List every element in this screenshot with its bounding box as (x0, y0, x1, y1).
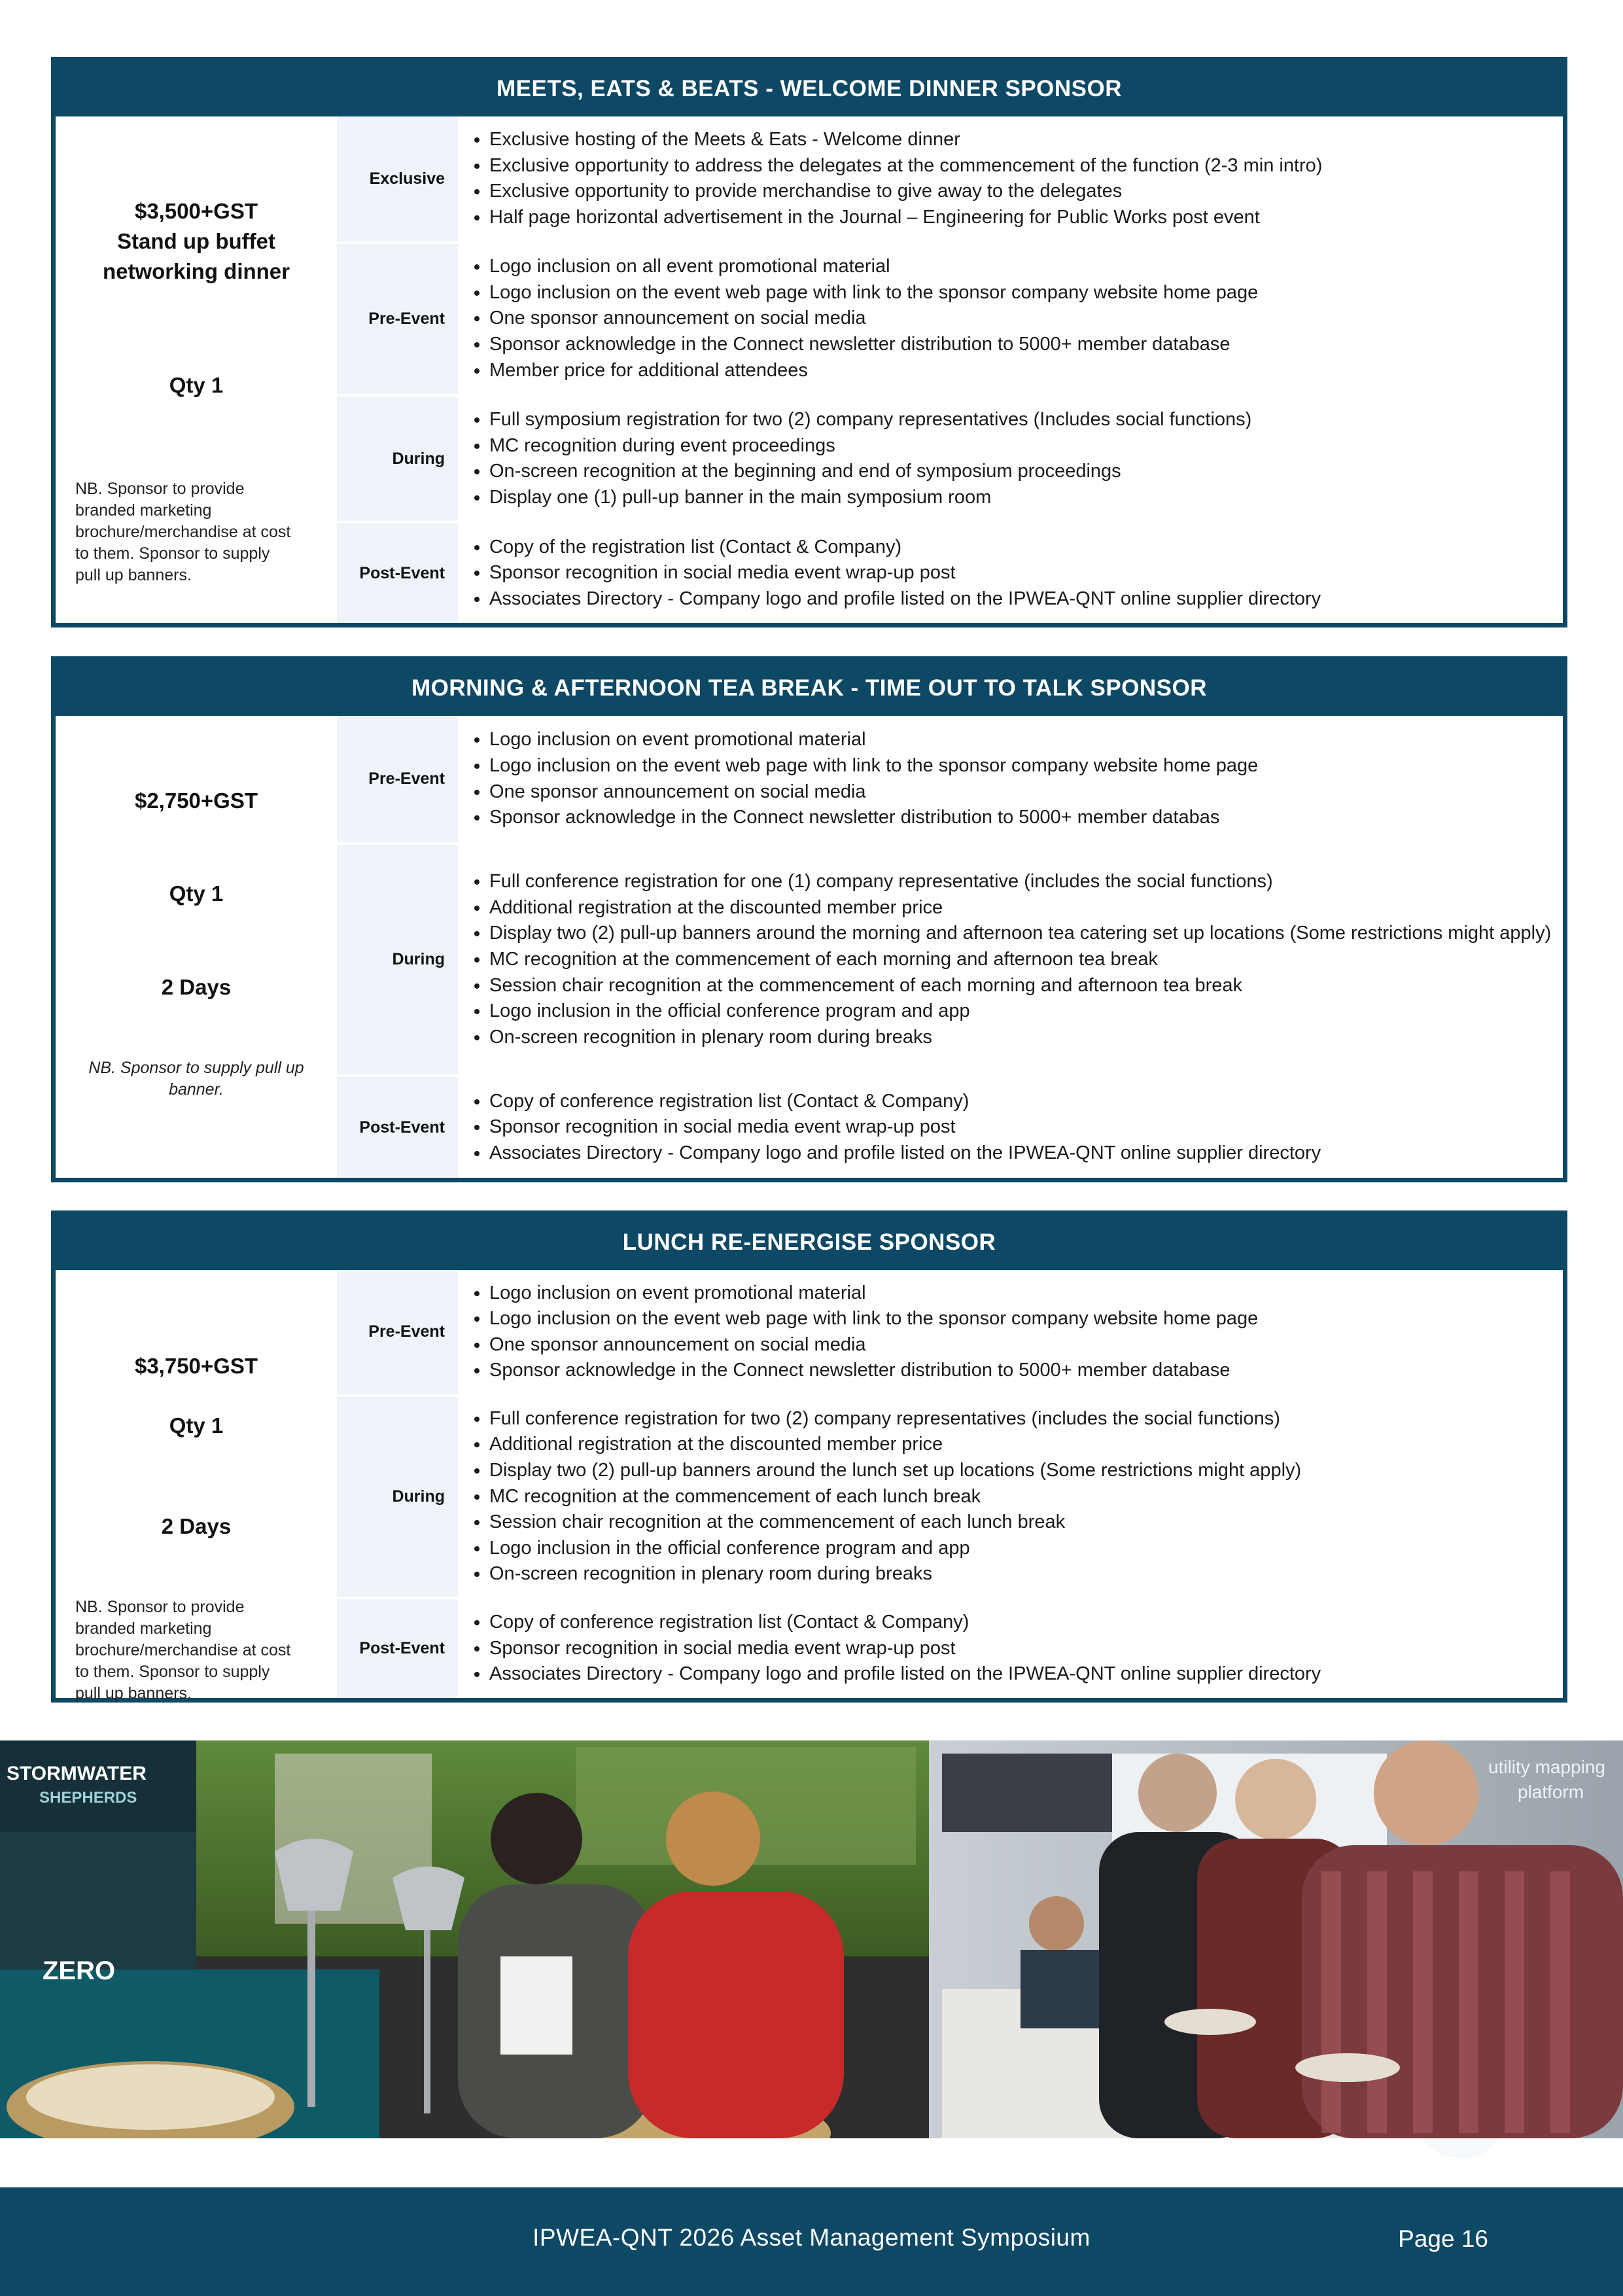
benefit-list (472, 1089, 1563, 1167)
benefit-item: • Full symposium registration for two (2) company representatives (Includes social functions) (489, 407, 1563, 433)
sponsor-note: NB. Sponsor to supply pull up banner. (88, 1059, 304, 1099)
benefit-row (337, 244, 1563, 397)
tea-break-sponsor-box (51, 656, 1567, 1182)
benefit-list-wrapper (458, 1599, 1563, 1698)
banner-text: ZERO (43, 1956, 116, 1985)
benefit-item: • Additional registration at the discounted member price (489, 895, 1563, 921)
benefit-row (337, 1270, 1563, 1397)
benefit-item: • One sponsor announcement on social media (489, 306, 1563, 332)
benefit-item: • Display one (1) pull-up banner in the main symposium room (489, 485, 1563, 511)
benefit-item: • MC recognition at the commencement of each lunch break (489, 1484, 1563, 1510)
benefit-rows (337, 116, 1563, 623)
benefit-item: • Logo inclusion on the event web page with link to the sponsor company website home page (489, 753, 1563, 779)
benefit-list (472, 869, 1563, 1050)
benefit-item: • Associates Directory - Company logo and profile listed on the IPWEA-QNT online supplier directory (489, 1661, 1563, 1687)
benefit-category-label: Post-Event (337, 523, 458, 623)
benefit-category-label: During (337, 1397, 458, 1597)
benefit-item: • Logo inclusion on all event promotional material (489, 254, 1563, 280)
benefit-row (337, 1397, 1563, 1600)
welcome-dinner-sponsor-box (51, 57, 1567, 627)
booth-screen-text: platform (1518, 1782, 1584, 1802)
duration: 2 Days (161, 975, 232, 999)
benefit-item: • Logo inclusion on the event web page with link to the sponsor company website home page (489, 1306, 1563, 1332)
benefit-item: • Associates Directory - Company logo and profile listed on the IPWEA-QNT online supplier directory (489, 1140, 1563, 1167)
benefit-item: • Logo inclusion in the official conference program and app (489, 1536, 1563, 1562)
benefit-list (472, 727, 1563, 830)
benefit-item: • Sponsor acknowledge in the Connect newsletter distribution to 5000+ member database (489, 332, 1563, 358)
benefit-item: • Logo inclusion in the official conference program and app (489, 998, 1563, 1025)
benefit-item: • Exclusive hosting of the Meets & Eats - Welcome dinner (489, 127, 1563, 153)
benefit-item: • One sponsor announcement on social media (489, 1332, 1563, 1358)
event-photo (0, 1740, 1623, 2138)
benefit-list-wrapper (458, 1077, 1563, 1178)
benefit-item: • Copy of the registration list (Contact & Company) (489, 535, 1563, 561)
benefit-item: • Sponsor recognition in social media event wrap-up post (489, 1636, 1563, 1662)
banner-text: STORMWATER (7, 1763, 147, 1784)
box-header: MEETS, EATS & BEATS - WELCOME DINNER SPONSOR (56, 62, 1563, 116)
box-header: MORNING & AFTERNOON TEA BREAK - TIME OUT TO TALK SPONSOR (56, 661, 1563, 716)
booth-screen-text: utility mapping (1488, 1757, 1605, 1777)
lunch-sponsor-box (51, 1210, 1567, 1703)
benefit-item: • Logo inclusion on event promotional material (489, 1280, 1563, 1307)
package-subtitle: networking dinner (102, 259, 290, 283)
benefit-list-wrapper (458, 397, 1563, 521)
benefit-item: • Session chair recognition at the commencement of each morning and afternoon tea break (489, 973, 1563, 999)
benefit-row (337, 1599, 1563, 1698)
benefit-item: • Copy of conference registration list (Contact & Company) (489, 1610, 1563, 1636)
benefit-category-label: Pre-Event (337, 1270, 458, 1394)
benefit-item: • Logo inclusion on event promotional material (489, 727, 1563, 753)
benefit-row (337, 523, 1563, 623)
benefit-row (337, 1077, 1563, 1178)
benefit-category-label: Pre-Event (337, 716, 458, 842)
sponsor-note: NB. Sponsor to provide branded marketing brochure/merchandise at cost to them. Sponsor to supply pull up banners. (75, 1598, 291, 1703)
benefit-category-label: Post-Event (337, 1077, 458, 1178)
package-summary (56, 116, 337, 623)
benefit-row (337, 845, 1563, 1077)
benefit-item: • Sponsor acknowledge in the Connect newsletter distribution to 5000+ member database (489, 1358, 1563, 1384)
benefit-list-wrapper (458, 244, 1563, 394)
benefit-row (337, 716, 1563, 845)
benefit-list (472, 254, 1563, 383)
package-summary (56, 716, 337, 1178)
benefit-item: • Sponsor acknowledge in the Connect newsletter distribution to 5000+ member databas (489, 805, 1563, 831)
benefit-item: • Copy of conference registration list (Contact & Company) (489, 1089, 1563, 1115)
sponsor-note: NB. Sponsor to provide branded marketing brochure/merchandise at cost to them. Sponsor to supply pull up banners. (75, 480, 291, 584)
benefit-category-label: During (337, 845, 458, 1074)
box-header: LUNCH RE-ENERGISE SPONSOR (56, 1215, 1563, 1270)
benefit-rows (337, 1270, 1563, 1698)
benefit-item: • Sponsor recognition in social media event wrap-up post (489, 560, 1563, 586)
benefit-category-label: Post-Event (337, 1599, 458, 1698)
benefit-row (337, 397, 1563, 524)
duration: 2 Days (161, 1514, 232, 1538)
benefit-item: • MC recognition at the commencement of each morning and afternoon tea break (489, 947, 1563, 973)
benefit-list-wrapper (458, 716, 1563, 842)
price: $3,750+GST (134, 1354, 258, 1378)
footer-title: IPWEA-QNT 2026 Asset Management Symposium (532, 2224, 1091, 2251)
benefit-item: • Display two (2) pull-up banners around the morning and afternoon tea catering set up locations (Some restrictions might apply) (489, 921, 1563, 947)
benefit-item: • Half page horizontal advertisement in the Journal – Engineering for Public Works post event (489, 205, 1563, 231)
benefit-item: • On-screen recognition in plenary room during breaks (489, 1025, 1563, 1051)
benefit-list-wrapper (458, 523, 1563, 623)
benefit-item: • Exclusive opportunity to provide merchandise to give away to the delegates (489, 179, 1563, 205)
benefit-list-wrapper (458, 1270, 1563, 1394)
page-footer (0, 2187, 1623, 2296)
benefit-item: • Associates Directory - Company logo and profile listed on the IPWEA-QNT online supplier directory (489, 586, 1563, 612)
benefit-item: • Member price for additional attendees (489, 358, 1563, 384)
benefit-row (337, 116, 1563, 244)
benefit-list (472, 1610, 1563, 1687)
benefit-list (472, 127, 1563, 230)
benefit-list (472, 1280, 1563, 1384)
benefit-item: • Full conference registration for two (2) company representatives (includes the social functions) (489, 1406, 1563, 1432)
benefit-item: • Exclusive opportunity to address the delegates at the commencement of the function (2-3 min intro) (489, 153, 1563, 179)
benefit-item: • One sponsor announcement on social media (489, 779, 1563, 805)
benefit-category-label: Pre-Event (337, 244, 458, 394)
benefit-item: • Logo inclusion on the event web page with link to the sponsor company website home page (489, 280, 1563, 306)
benefit-item: • On-screen recognition in plenary room during breaks (489, 1561, 1563, 1587)
banner-text: SHEPHERDS (39, 1789, 137, 1807)
benefit-item: • Sponsor recognition in social media event wrap-up post (489, 1114, 1563, 1140)
quantity: Qty 1 (169, 1413, 224, 1438)
benefit-list-wrapper (458, 845, 1563, 1074)
benefit-item: • Full conference registration for one (1) company representative (includes the social functions) (489, 869, 1563, 895)
benefit-item: • Session chair recognition at the commencement of each lunch break (489, 1510, 1563, 1536)
package-summary (56, 1270, 337, 1703)
benefit-item: • MC recognition during event proceedings (489, 433, 1563, 459)
quantity: Qty 1 (169, 373, 224, 397)
benefit-category-label: Exclusive (337, 116, 458, 241)
price: $2,750+GST (134, 788, 258, 813)
benefit-list-wrapper (458, 1397, 1563, 1597)
benefit-list (472, 535, 1563, 612)
event-photo-illustration (0, 1740, 1623, 2138)
quantity: Qty 1 (169, 881, 224, 906)
benefit-list-wrapper (458, 116, 1563, 241)
benefit-item: • Display two (2) pull-up banners around the lunch set up locations (Some restrictions might apply) (489, 1458, 1563, 1484)
benefit-item: • On-screen recognition at the beginning and end of symposium proceedings (489, 459, 1563, 485)
benefit-rows (337, 716, 1563, 1178)
benefit-list (472, 1406, 1563, 1587)
benefit-list (472, 407, 1563, 510)
page-number: Page 16 (1398, 2225, 1488, 2252)
price: $3,500+GST (134, 199, 258, 223)
benefit-item: • Additional registration at the discounted member price (489, 1432, 1563, 1458)
package-subtitle: Stand up buffet (117, 229, 275, 253)
benefit-category-label: During (337, 397, 458, 521)
